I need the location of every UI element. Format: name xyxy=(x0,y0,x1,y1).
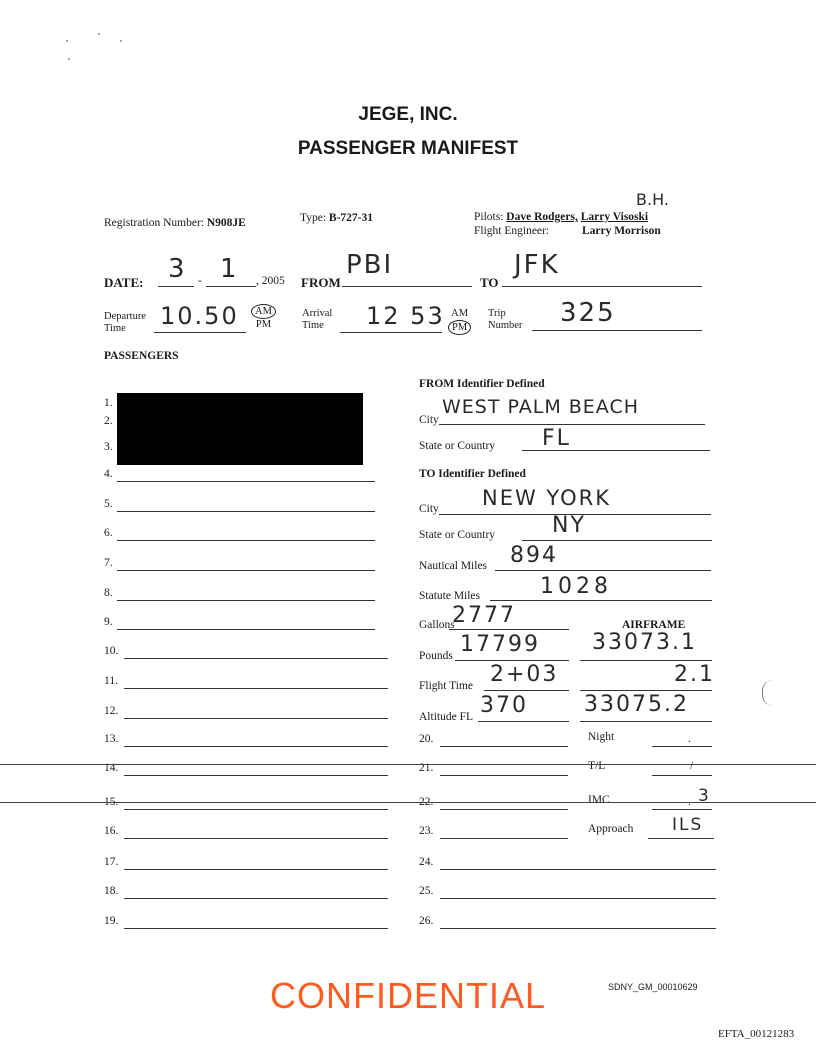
passenger-number: 19. xyxy=(104,915,119,927)
pounds-line xyxy=(455,660,569,661)
pounds-value: 17799 xyxy=(460,632,540,657)
decimal-point: . xyxy=(688,796,691,808)
passenger-line xyxy=(117,511,375,512)
date-month-line xyxy=(158,286,194,287)
extra-row-value-line xyxy=(652,775,712,776)
date-day-line xyxy=(206,286,256,287)
passenger-number: 6. xyxy=(104,527,113,539)
arrival-am: AM xyxy=(451,308,469,319)
extra-row-value-line xyxy=(648,838,714,839)
registration-label xyxy=(104,217,246,229)
passenger-number: 12. xyxy=(104,705,119,717)
airframe-value-3: 33075.2 xyxy=(584,692,689,717)
extra-row-line xyxy=(440,775,568,776)
to-city-label: City xyxy=(419,503,439,515)
decimal-point: . xyxy=(688,733,691,745)
nautical-line xyxy=(495,570,711,571)
extra-row-label: Night xyxy=(588,731,615,743)
airframe-value-1: 33073.1 xyxy=(592,630,697,655)
to-state-value: NY xyxy=(552,513,586,538)
scan-mark xyxy=(68,58,70,60)
departure-pm: PM xyxy=(255,319,272,330)
passenger-line xyxy=(124,838,388,839)
passenger-line xyxy=(117,629,375,630)
passenger-line xyxy=(124,775,388,776)
extra-row-number: 22. xyxy=(419,796,434,808)
separator-slash: / xyxy=(690,760,694,772)
passenger-number: 17. xyxy=(104,856,119,868)
type-field xyxy=(300,212,373,224)
airframe-heading: AIRFRAME xyxy=(622,619,686,631)
passenger-line xyxy=(124,928,388,929)
from-state-value: FL xyxy=(542,426,571,451)
passenger-number: 7. xyxy=(104,557,113,569)
from-state-label: State or Country xyxy=(419,440,496,452)
nautical-label: Nautical Miles xyxy=(419,560,488,572)
passenger-line xyxy=(117,481,375,482)
scan-mark xyxy=(120,40,122,42)
gallons-line xyxy=(449,629,569,630)
passenger-line xyxy=(124,746,388,747)
passenger-number: 10. xyxy=(104,645,119,657)
from-identifier-heading: FROM Identifier Defined xyxy=(419,378,545,390)
company-name: JEGE, INC. xyxy=(358,104,458,125)
pilot-2: Larry Visoski xyxy=(580,211,649,223)
arrival-ampm xyxy=(448,308,471,335)
bates-number: SDNY_GM_00010629 xyxy=(608,982,698,992)
scan-mark xyxy=(66,40,68,42)
scan-line xyxy=(0,802,816,803)
pounds-label: Pounds xyxy=(419,650,453,662)
engineer-field xyxy=(474,225,661,237)
passenger-line xyxy=(117,540,375,541)
passenger-line xyxy=(124,718,388,719)
arrival-label-2: Time xyxy=(302,320,324,331)
from-value: PBI xyxy=(346,250,394,280)
passenger-number: 4. xyxy=(104,468,113,480)
passenger-line xyxy=(124,869,388,870)
altitude-line xyxy=(478,721,569,722)
extra-row-number: 20. xyxy=(419,733,434,745)
passenger-number: 9. xyxy=(104,616,113,628)
extra-row-value: 3 xyxy=(698,786,711,806)
scan-line xyxy=(0,764,816,765)
extra-row-value-line xyxy=(652,809,712,810)
flight-time-line xyxy=(484,690,569,691)
departure-label-2: Time xyxy=(104,323,126,334)
to-label: TO xyxy=(480,275,499,290)
engineer-value: Larry Morrison xyxy=(581,225,661,237)
margin-bracket-mark xyxy=(762,680,773,706)
to-city-value: NEW YORK xyxy=(482,486,611,510)
extra-row-number: 25. xyxy=(419,885,434,897)
pilot-correction-handwriting: B.H. xyxy=(636,190,669,209)
page-title: PASSENGER MANIFEST xyxy=(297,138,519,159)
passenger-number: 15. xyxy=(104,796,119,808)
passenger-line xyxy=(124,658,388,659)
pilots-field xyxy=(474,211,648,223)
extra-row-line xyxy=(440,898,716,899)
date-year: , 2005 xyxy=(256,275,285,287)
passenger-line xyxy=(124,809,388,810)
flight-time-label: Flight Time xyxy=(419,680,474,692)
passenger-line xyxy=(124,688,388,689)
trip-number-label xyxy=(488,308,522,332)
date-day: 1 xyxy=(220,254,239,284)
passenger-number: 16. xyxy=(104,825,119,837)
to-identifier-heading: TO Identifier Defined xyxy=(419,468,526,480)
extra-row-line xyxy=(440,746,568,747)
departure-am-circled: AM xyxy=(251,304,276,319)
to-state-line xyxy=(522,540,712,541)
from-city-label: City xyxy=(419,414,439,426)
arrival-label-1: Arrival xyxy=(302,308,333,319)
extra-row-line xyxy=(440,809,568,810)
airframe-line-2 xyxy=(580,690,712,691)
departure-label-1: Departure xyxy=(104,311,146,322)
trip-number-value: 325 xyxy=(560,298,616,328)
extra-row-line xyxy=(440,869,716,870)
passenger-line xyxy=(117,600,375,601)
registration-value: N908JE xyxy=(206,217,246,229)
statute-line xyxy=(490,600,712,601)
passenger-number: 1. xyxy=(104,397,113,409)
trip-label-1: Trip xyxy=(488,308,506,319)
type-label: Type: xyxy=(300,212,327,224)
passenger-line xyxy=(124,898,388,899)
departure-line xyxy=(154,332,246,333)
to-line xyxy=(502,286,702,287)
passenger-number: 3. xyxy=(104,441,113,453)
arrival-time: 12 53 xyxy=(366,302,445,330)
extra-row-label: T/L xyxy=(588,760,606,772)
to-value: JFK xyxy=(514,250,560,280)
extra-row-line xyxy=(440,838,568,839)
extra-row-value-line xyxy=(652,746,712,747)
passenger-number: 11. xyxy=(104,675,118,687)
altitude-value: 370 xyxy=(480,693,528,718)
from-line xyxy=(342,286,472,287)
gallons-value: 2777 xyxy=(452,603,516,628)
departure-time: 10.50 xyxy=(160,302,239,330)
extra-row-number: 26. xyxy=(419,915,434,927)
passenger-number: 14. xyxy=(104,762,119,774)
statute-value: 1028 xyxy=(540,574,612,599)
date-dash: - xyxy=(198,275,202,287)
engineer-label: Flight Engineer: xyxy=(474,225,550,237)
from-label: FROM xyxy=(301,275,341,290)
flight-time-value: 2+03 xyxy=(490,662,559,687)
passenger-number: 5. xyxy=(104,498,113,510)
type-value: B-727-31 xyxy=(328,212,373,224)
gallons-label: Gallons xyxy=(419,619,455,631)
altitude-label: Altitude FL xyxy=(419,711,473,723)
airframe-value-2: 2.1 xyxy=(674,662,715,687)
passengers-heading: PASSENGERS xyxy=(104,350,179,362)
airframe-line-1 xyxy=(580,660,712,661)
nautical-value: 894 xyxy=(510,543,558,568)
confidential-stamp: CONFIDENTIAL xyxy=(270,975,547,1016)
arrival-pm-circled: PM xyxy=(448,320,471,335)
registration-label-text: Registration Number: xyxy=(104,217,204,229)
pilots-label: Pilots: xyxy=(474,211,504,223)
extra-row-number: 24. xyxy=(419,856,434,868)
redaction-block xyxy=(117,393,363,465)
departure-label xyxy=(104,311,146,335)
date-month: 3 xyxy=(168,254,187,284)
from-city-line xyxy=(439,424,705,425)
passenger-number: 18. xyxy=(104,885,119,897)
extra-row-line xyxy=(440,928,716,929)
extra-row-value: ILS xyxy=(672,815,704,835)
extra-row-number: 21. xyxy=(419,762,434,774)
passenger-number: 8. xyxy=(104,587,113,599)
airframe-line-3 xyxy=(580,721,712,722)
extra-row-label: Approach xyxy=(588,823,634,835)
statute-label: Statute Miles xyxy=(419,590,481,602)
extra-row-number: 23. xyxy=(419,825,434,837)
trip-number-line xyxy=(532,330,702,331)
passenger-number: 2. xyxy=(104,415,113,427)
passenger-line xyxy=(117,570,375,571)
passenger-number: 13. xyxy=(104,733,119,745)
from-city-value: WEST PALM BEACH xyxy=(442,396,640,418)
arrival-line xyxy=(340,332,442,333)
pilot-1: Dave Rodgers, xyxy=(506,211,578,223)
arrival-label xyxy=(302,308,332,332)
scan-mark xyxy=(98,33,100,35)
trip-label-2: Number xyxy=(488,320,523,331)
date-label: DATE: xyxy=(104,275,144,290)
departure-ampm xyxy=(251,304,276,331)
extra-row-label: IMC xyxy=(588,794,610,806)
to-state-label: State or Country xyxy=(419,529,496,541)
efta-number: EFTA_00121283 xyxy=(718,1028,795,1040)
from-state-line xyxy=(522,450,710,451)
